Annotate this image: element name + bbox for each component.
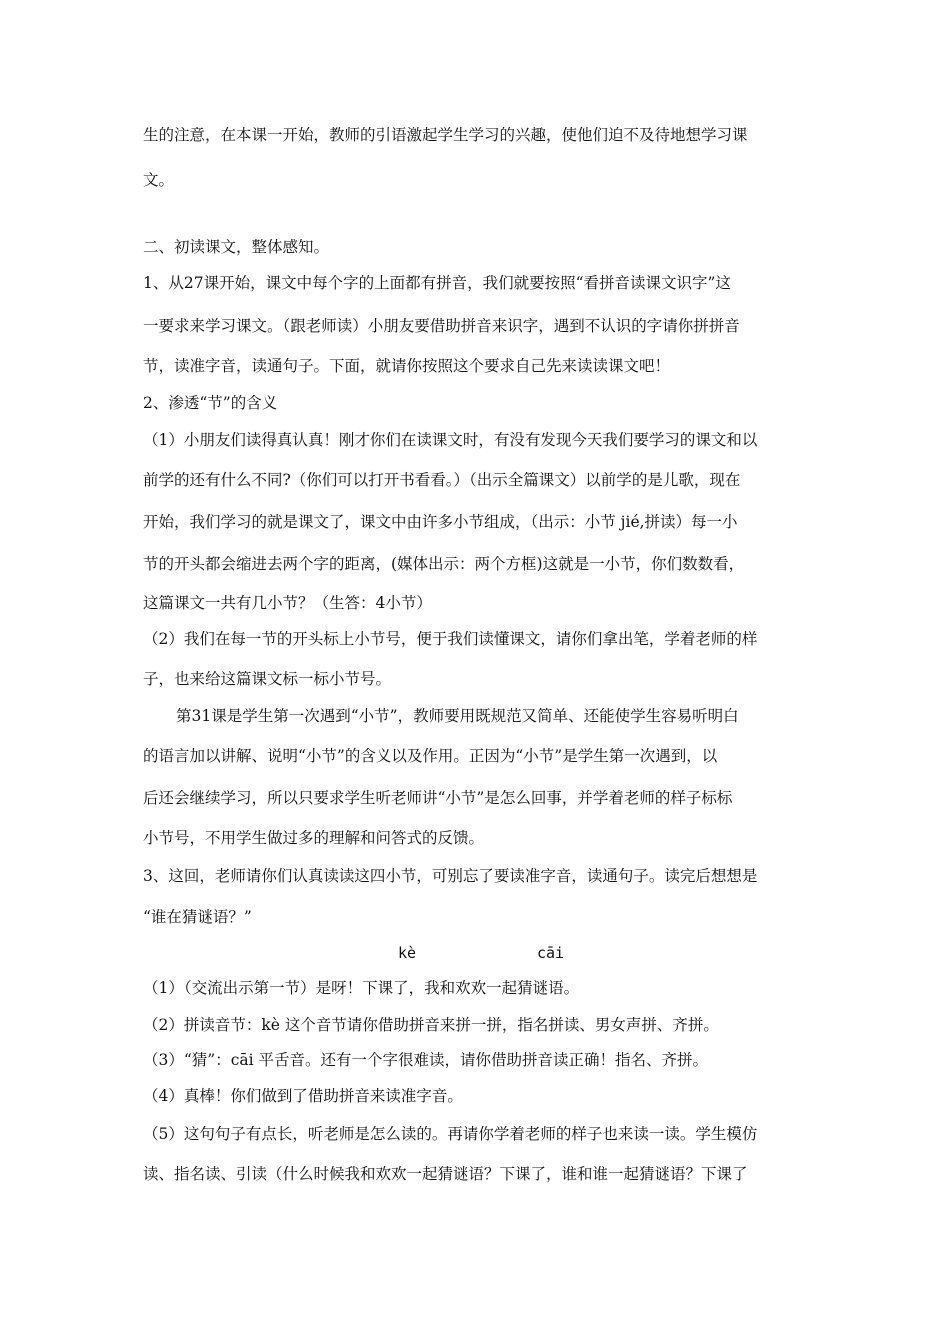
paragraph-line: 节的开头都会缩进去两个字的距离，(媒体出示：两个方框)这就是一小节，你们数数看，: [143, 555, 745, 573]
commentary-line: 后还会继续学习，所以只要求学生听老师讲“小节”是怎么回事，并学着老师的样子标标: [143, 789, 733, 807]
paragraph-line: 节，读准字音，读通句子。下面，就请你按照这个要求自己先来读读课文吧！: [143, 357, 671, 375]
paragraph-line: 前学的还有什么不同?（你们可以打开书看看。）（出示全篇课文）以前学的是儿歌，现在: [143, 471, 741, 489]
commentary-line: 第31课是学生第一次遇到“小节”，教师要用既规范又简单、还能使学生容易听明白: [176, 707, 739, 725]
paragraph-line: （1）（交流出示第一节）是呀！下课了，我和欢欢一起猜谜语。: [143, 979, 580, 997]
paragraph-line: 文。: [143, 171, 175, 189]
paragraph-line: （2）拼读音节：kè 这个音节请你借助拼音来拼一拼，指名拼读、男女声拼、齐拼。: [143, 1016, 719, 1034]
paragraph-line: （4）真棒！你们做到了借助拼音来读准字音。: [143, 1087, 463, 1105]
paragraph-line: 开始，我们学习的就是课文了，课文中由许多小节组成，（出示：小节 jié,拼读）每一小: [143, 513, 738, 531]
paragraph-line: （3）“猜”：cāi 平舌音。还有一个字很难读，请你借助拼音读正确！指名、齐拼。: [143, 1051, 709, 1069]
paragraph-line: （5）这句句子有点长，听老师是怎么读的。再请你学着老师的样子也来读一读。学生模仿: [143, 1125, 758, 1143]
paragraph-line: 1、从27课开始，课文中每个字的上面都有拼音，我们就要按照“看拼音读课文识字”这: [143, 274, 731, 292]
paragraph-line: 3、这回，老师请你们认真读读这四小节，可别忘了要读准字音，读通句子。读完后想想是: [143, 867, 758, 885]
commentary-line: 小节号，不用学生做过多的理解和问答式的反馈。: [143, 829, 485, 847]
pinyin-annotation: cāi: [537, 944, 565, 962]
section-heading: 二、初读课文，整体感知。: [143, 238, 330, 256]
paragraph-line: 子，也来给这篇课文标一标小节号。: [143, 670, 392, 688]
paragraph-line: （2）我们在每一节的开头标上小节号，便于我们读懂课文，请你们拿出笔，学着老师的样: [143, 630, 758, 648]
pinyin-annotation: kè: [398, 944, 417, 962]
paragraph-line: 这篇课文一共有几小节？（生答：4小节）: [143, 594, 432, 612]
paragraph-line: 生的注意，在本课一开始，教师的引语激起学生学习的兴趣，使他们迫不及待地想学习课: [143, 126, 748, 144]
subheading: 2、渗透“节”的含义: [143, 394, 278, 412]
commentary-line: 的语言加以讲解、说明“小节”的含义以及作用。正因为“小节”是学生第一次遇到，以: [143, 747, 718, 765]
paragraph-line: （1）小朋友们读得真认真！刚才你们在读课文时，有没有发现今天我们要学习的课文和以: [143, 431, 758, 449]
paragraph-line: “谁在猜谜语？”: [143, 908, 252, 926]
paragraph-line: 一要求来学习课文。（跟老师读）小朋友要借助拼音来识字，遇到不认识的字请你拼拼音: [143, 317, 740, 335]
paragraph-line: 读、指名读、引读（什么时候我和欢欢一起猜谜语？下课了，谁和谁一起猜谜语？下课了: [143, 1165, 748, 1183]
